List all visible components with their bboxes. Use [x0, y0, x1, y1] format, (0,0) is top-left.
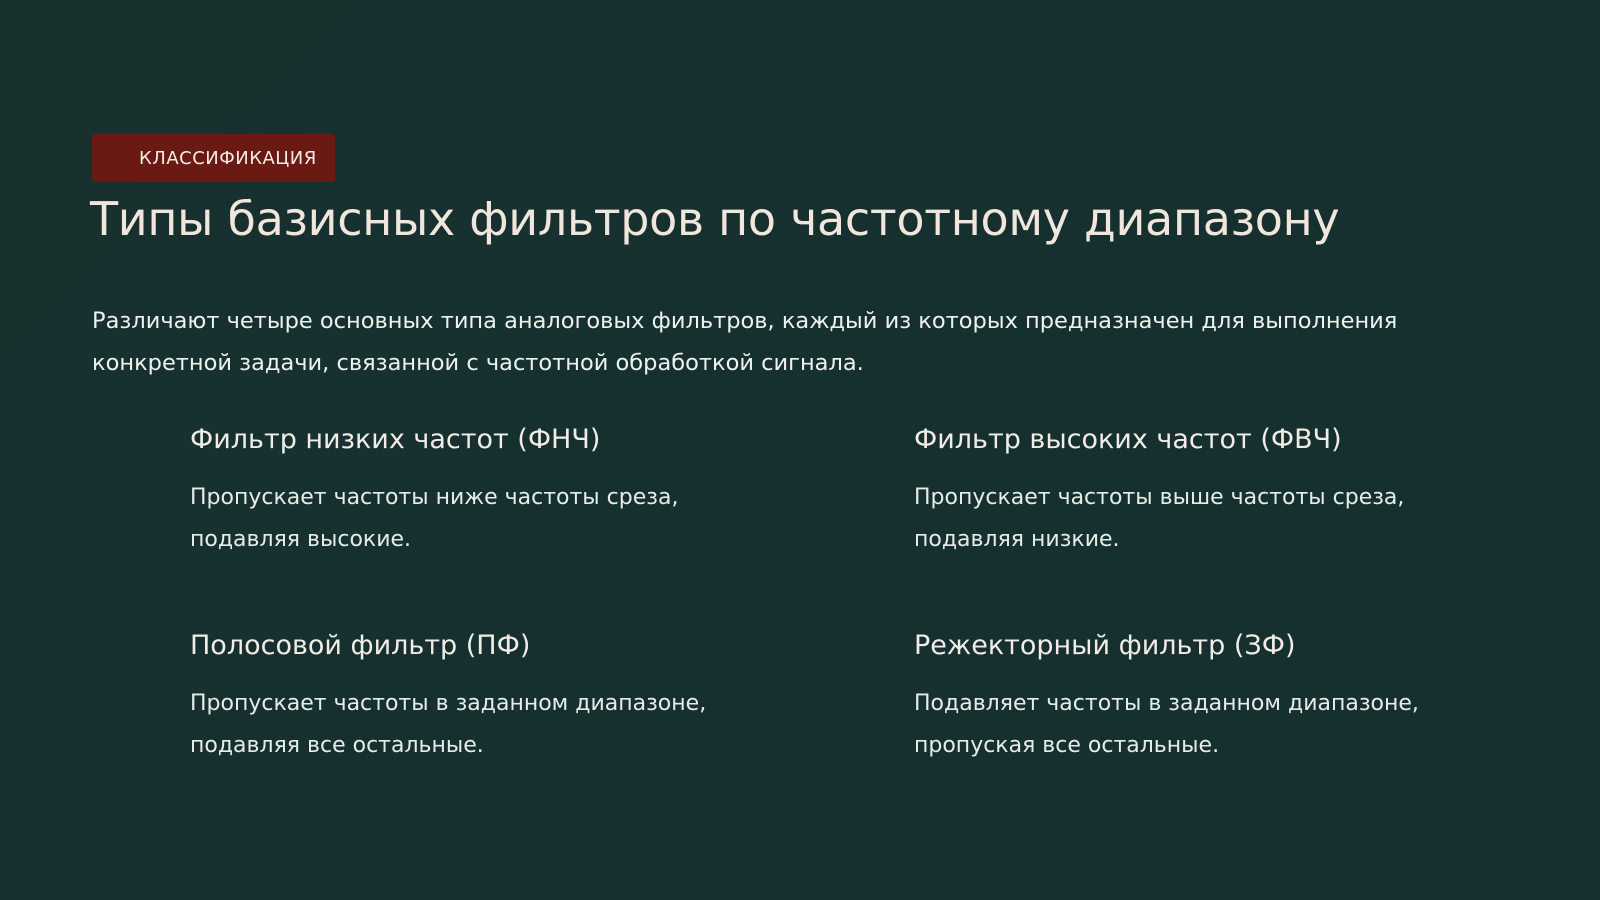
filter-card-title: Фильтр высоких частот (ФВЧ): [914, 424, 1342, 455]
section-badge: [92, 134, 335, 182]
slide-title: Типы базисных фильтров по частотному диапазону: [90, 192, 1340, 246]
intro-paragraph: Различают четыре основных типа аналоговых фильтров, каждый из которых предназначен для выполнения конкретной задачи, связанной с частотной обработкой сигнала.: [92, 308, 1398, 376]
filter-card-title: Режекторный фильтр (ЗФ): [914, 630, 1296, 661]
filter-card-highpass: [914, 424, 1514, 561]
filter-card-title: Фильтр низких частот (ФНЧ): [190, 424, 601, 455]
filter-card-bandstop: [914, 630, 1514, 767]
section-badge-label: КЛАССИФИКАЦИЯ: [139, 147, 317, 169]
filter-card-text: Пропускает частоты в заданном диапазоне, подавляя все остальные.: [190, 691, 707, 758]
filter-card-lowpass: [190, 424, 790, 561]
filter-card-title: Полосовой фильтр (ПФ): [190, 630, 531, 661]
filter-card-bandpass: [190, 630, 790, 767]
filter-card-text: Пропускает частоты ниже частоты среза, подавляя высокие.: [190, 485, 679, 552]
filter-card-text: Пропускает частоты выше частоты среза, подавляя низкие.: [914, 485, 1405, 552]
filter-card-text: Подавляет частоты в заданном диапазоне, пропуская все остальные.: [914, 691, 1419, 758]
